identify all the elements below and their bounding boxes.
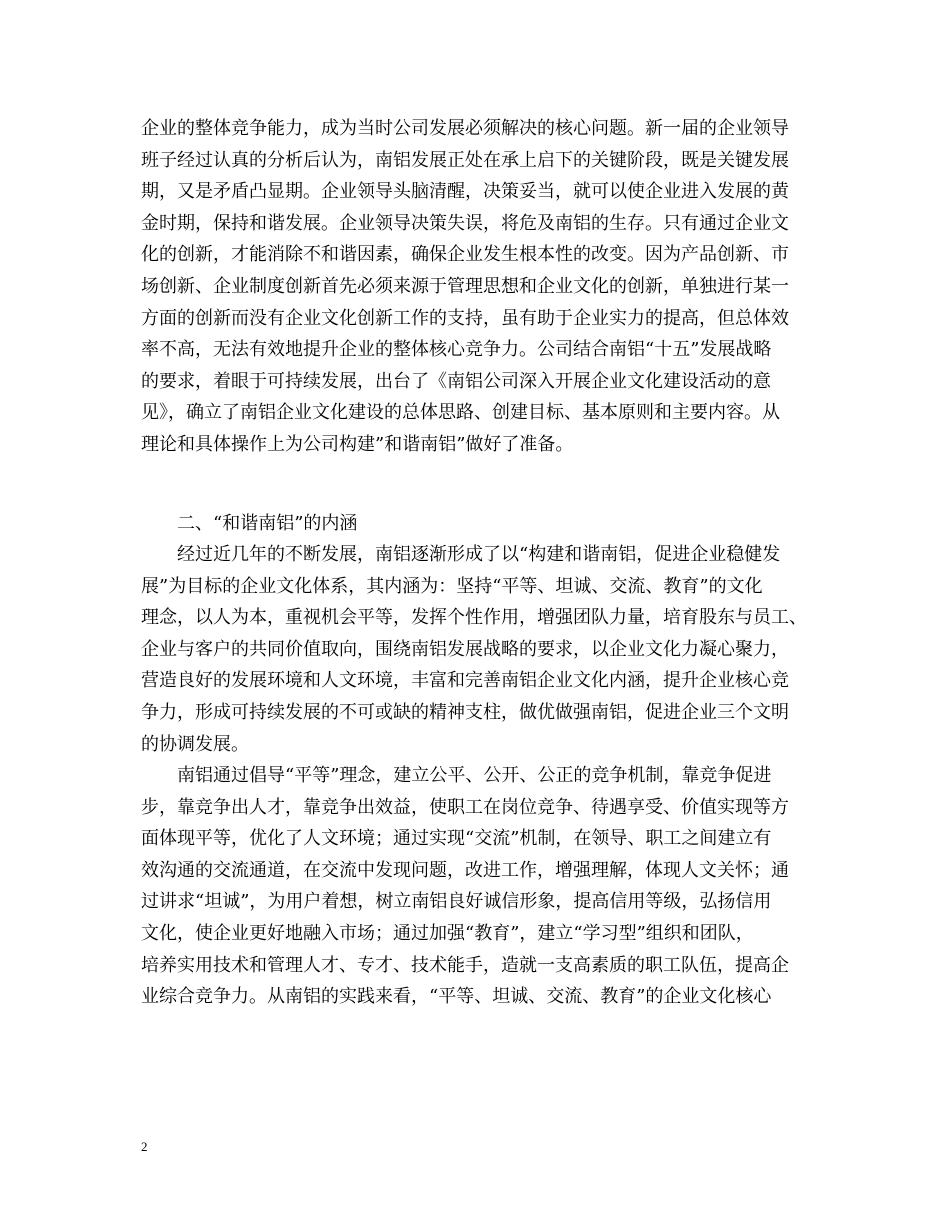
text-line: 理论和具体操作上为公司构建”和谐南铝”做好了准备。 xyxy=(141,433,574,455)
paragraph-connotation xyxy=(141,539,813,760)
text-line: 方面的创新而没有企业文化创新工作的支持，虽有助于企业实力的提高，但总体效 xyxy=(141,307,789,329)
text-line: 化的创新，才能消除不和谐因素，确保企业发生根本性的改变。因为产品创新、市 xyxy=(141,244,789,266)
text-line: 企业与客户的共同价值取向，围绕南铝发展战略的要求，以企业文化力凝心聚力， xyxy=(141,638,789,660)
text-line: 见》，确立了南铝企业文化建设的总体思路、创建目标、基本原则和主要内容。从 xyxy=(141,402,780,424)
text-line: 率不高，无法有效地提升企业的整体核心竞争力。公司结合南铝“十五”发展战略 xyxy=(141,339,772,361)
text-line: 的协调发展。 xyxy=(141,733,249,755)
paragraph-practice xyxy=(141,760,813,1013)
text-line: 步，靠竞争出人才，靠竞争出效益，使职工在岗位竞争、待遇享受、价值实现等方 xyxy=(141,796,789,818)
page-number: 2 xyxy=(141,1139,148,1154)
text-line: 理念，以人为本，重视机会平等，发挥个性作用，增强团队力量，培育股东与员工、 xyxy=(141,607,807,629)
text-line: 展”为目标的企业文化体系，其内涵为：坚持“平等、坦诚、交流、教育”的文化 xyxy=(141,575,763,597)
text-line: 金时期，保持和谐发展。企业领导决策失误，将危及南铝的生存。只有通过企业文 xyxy=(141,212,789,234)
text-line: 期，又是矛盾凸显期。企业领导头脑清醒，决策妥当，就可以使企业进入发展的黄 xyxy=(141,181,789,203)
text-line: 的要求，着眼于可持续发展，出台了《南铝公司深入开展企业文化建设活动的意 xyxy=(141,370,771,392)
text-line: 效沟通的交流通道，在交流中发现问题，改进工作，增强理解，体现人文关怀；通 xyxy=(141,859,789,881)
text-line: 经过近几年的不断发展，南铝逐渐形成了以“构建和谐南铝，促进企业稳健发 xyxy=(177,544,781,565)
text-line: 营造良好的发展环境和人文环境，丰富和完善南铝企业文化内涵，提升企业核心竞 xyxy=(141,670,789,692)
text-line: 场创新、企业制度创新首先必须来源于管理思想和企业文化的创新，单独进行某一 xyxy=(141,275,789,297)
text-line: 文化，使企业更好地融入市场；通过加强“教育”，建立“学习型”组织和团队， xyxy=(141,922,754,944)
section-heading xyxy=(141,508,813,540)
text-line: 班子经过认真的分析后认为，南铝发展正处在承上启下的关键阶段，既是关键发展 xyxy=(141,149,789,171)
text-line: 过讲求“坦诚”，为用户着想，树立南铝良好诚信形象，提高信用等级，弘扬信用 xyxy=(141,891,772,913)
text-line: 面体现平等，优化了人文环境；通过实现“交流”机制，在领导、职工之间建立有 xyxy=(141,828,772,850)
text-line: 南铝通过倡导“平等”理念，建立公平、公开、公正的竞争机制，靠竞争促进 xyxy=(177,765,772,786)
text-line: 培养实用技术和管理人才、专才、技术能手，造就一支高素质的职工队伍，提高企 xyxy=(141,954,789,976)
text-line: 业综合竞争力。从南铝的实践来看，“平等、坦诚、交流、教育”的企业文化核心 xyxy=(141,986,772,1008)
paragraph-continuation xyxy=(141,113,813,461)
section-heading-text: 二、“和谐南铝”的内涵 xyxy=(177,513,358,534)
text-line: 争力，形成可持续发展的不可或缺的精神支柱，做优做强南铝，促进企业三个文明 xyxy=(141,701,789,723)
text-line: 企业的整体竞争能力，成为当时公司发展必须解决的核心问题。新一届的企业领导 xyxy=(141,118,789,139)
